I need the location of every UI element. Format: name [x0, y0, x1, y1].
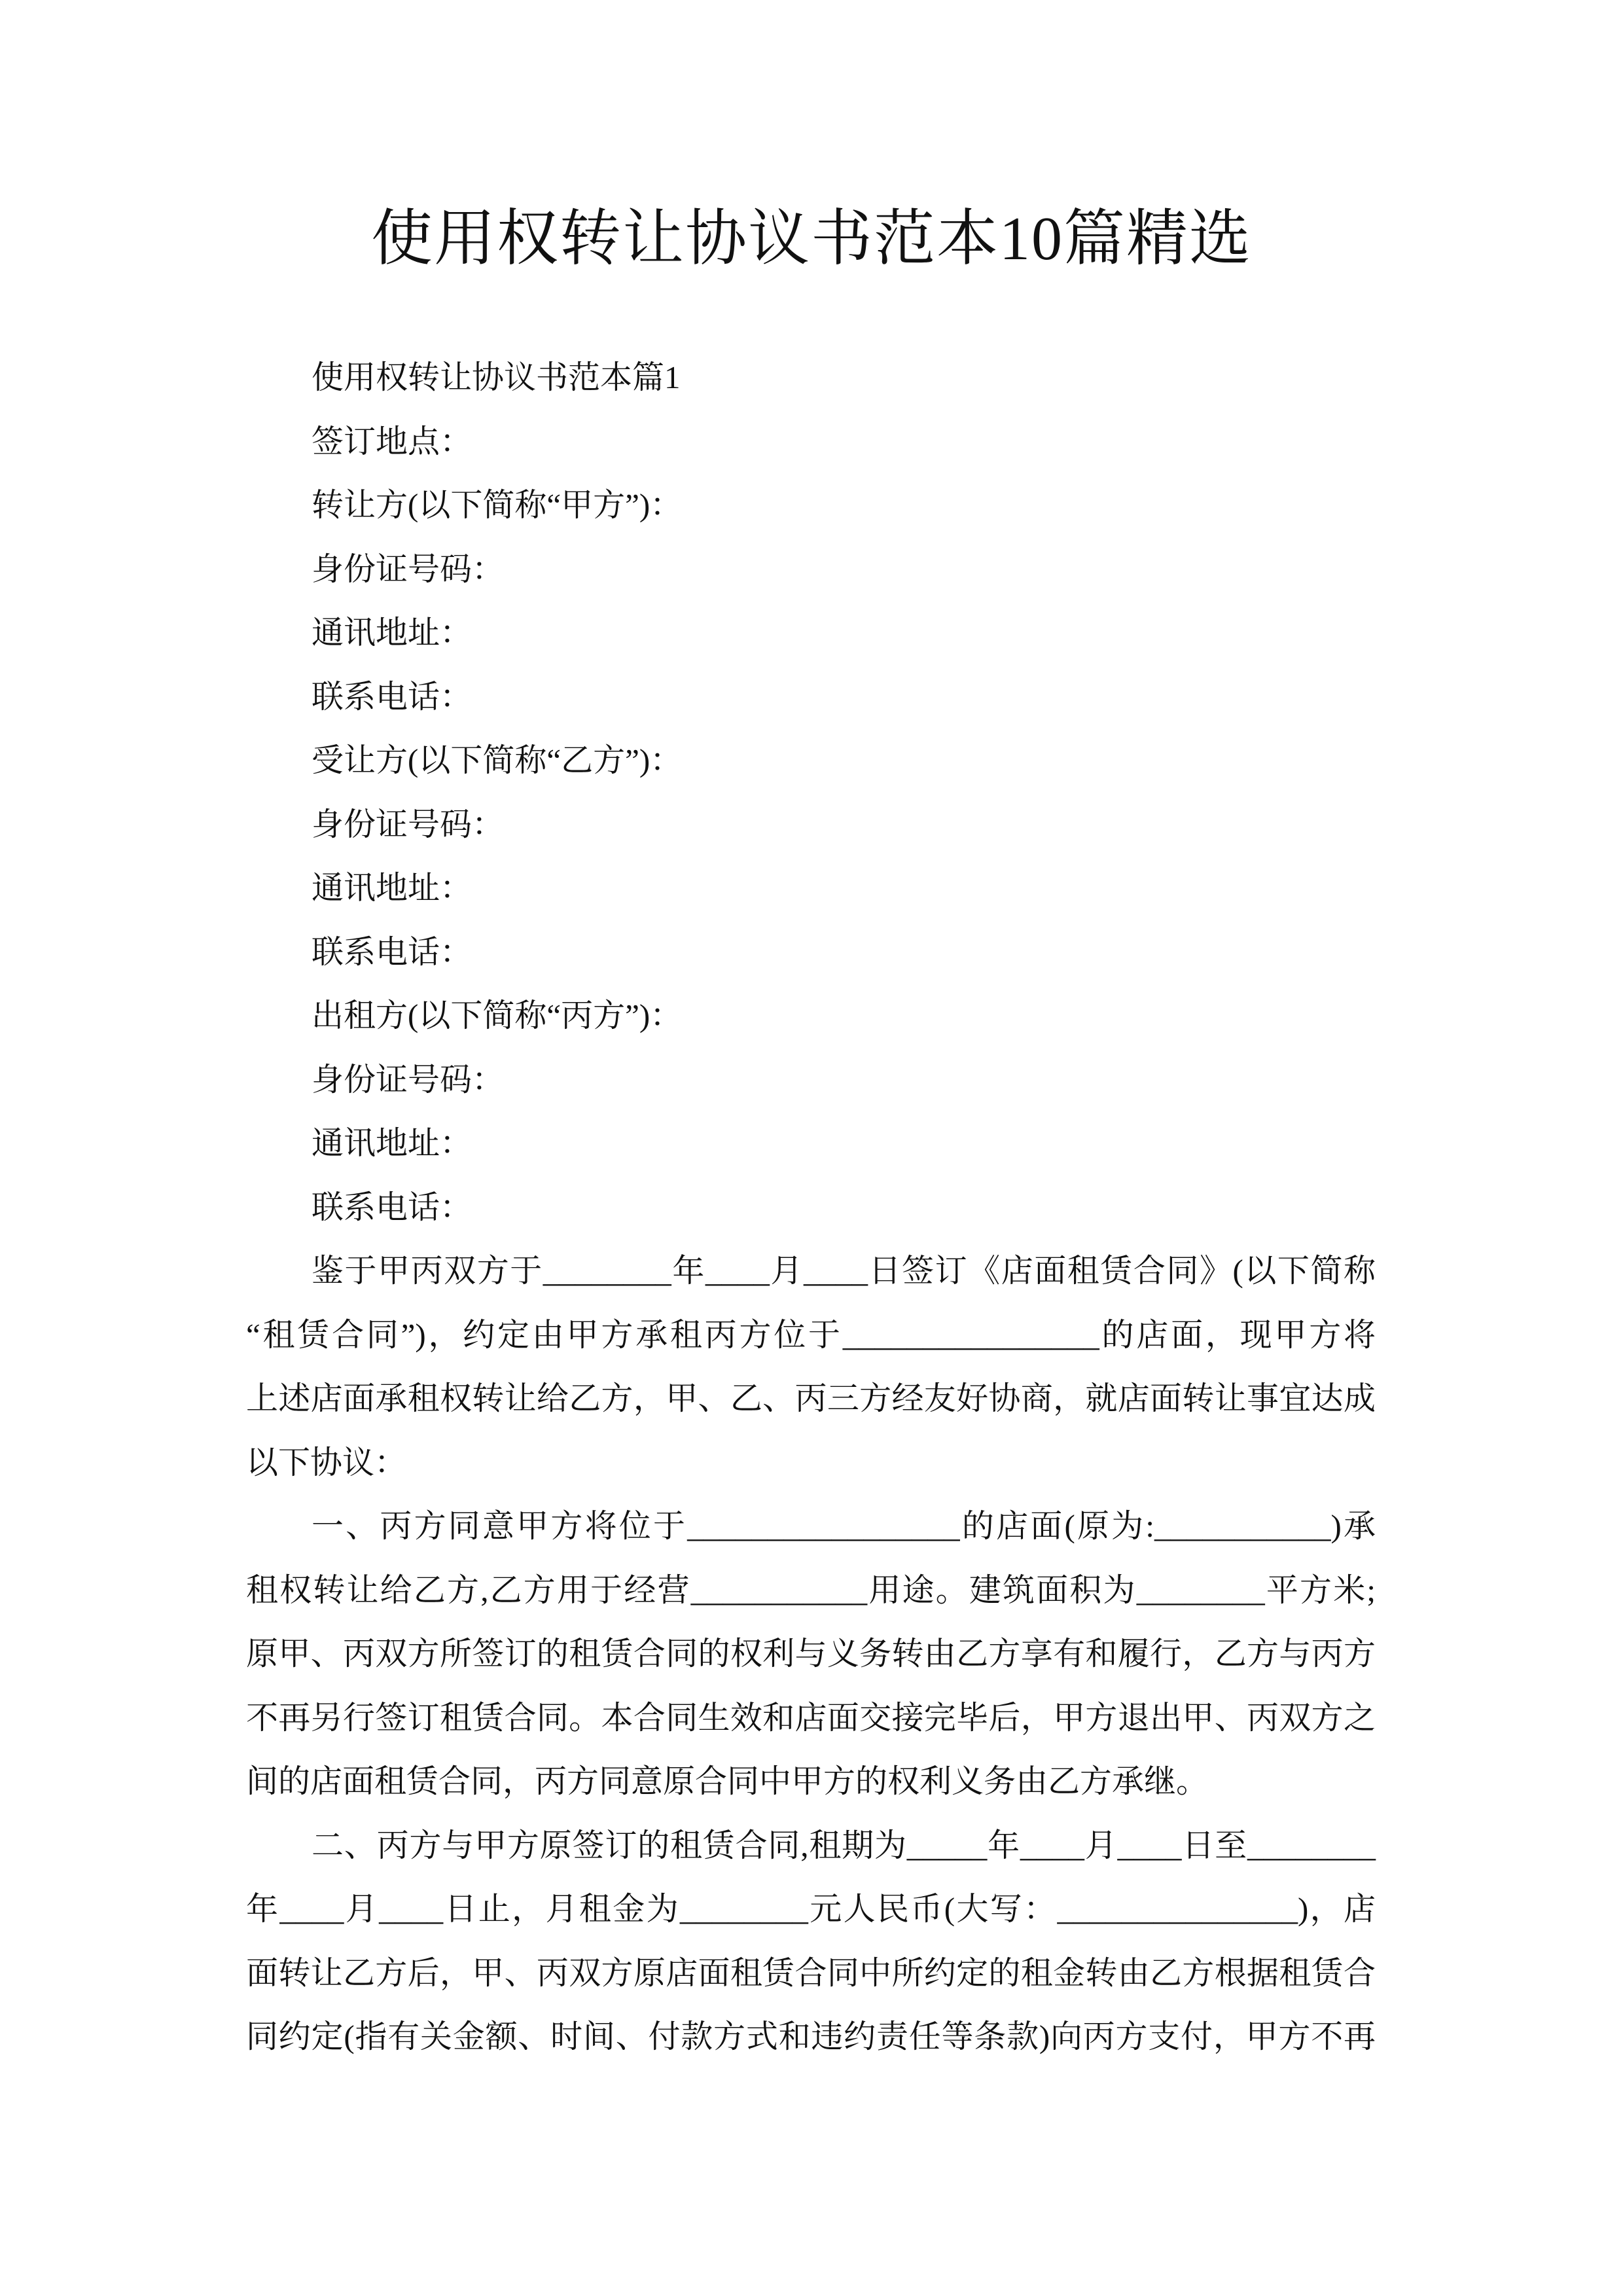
- clause2-line: 年____月____日止，月租金为________元人民币(大写：_______________)，店: [246, 1891, 1376, 1927]
- field-party-a-phone: 联系电话：: [312, 678, 473, 715]
- field-party-a: 转让方(以下简称“甲方”)：: [312, 487, 683, 523]
- clause1-line: 间的店面租赁合同，丙方同意原合同中甲方的权利义务由乙方承继。: [246, 1763, 1209, 1799]
- document-body: [246, 346, 1376, 2069]
- clause1-line: 一、丙方同意甲方将位于_________________的店面(原为:___________)承: [312, 1508, 1376, 1544]
- field-signing-place: 签订地点：: [312, 423, 473, 459]
- clause1-line: 原甲、丙双方所签订的租赁合同的权利与义务转由乙方享有和履行，乙方与丙方: [246, 1636, 1376, 1672]
- clause2-line: 二、丙方与甲方原签订的租赁合同,租期为_____年____月____日至________: [312, 1827, 1376, 1863]
- preamble-line: “租赁合同”)，约定由甲方承租丙方位于________________的店面，现甲方将: [246, 1316, 1376, 1353]
- field-party-a-id: 身份证号码：: [312, 550, 505, 587]
- field-party-a-address: 通讯地址：: [312, 615, 473, 651]
- clause2-line: 同约定(指有关金额、时间、付款方式和违约责任等条款)向丙方支付，甲方不再: [246, 2018, 1376, 2054]
- preamble-line: 上述店面承租权转让给乙方，甲、乙、丙三方经友好协商，就店面转让事宜达成: [246, 1380, 1376, 1416]
- document-title: 使用权转让协议书范本10篇精选: [370, 205, 1252, 273]
- field-party-c: 出租方(以下简称“丙方”)：: [312, 997, 683, 1033]
- field-party-c-address: 通讯地址：: [312, 1125, 473, 1161]
- clause1-line: 租权转让给乙方,乙方用于经营___________用途。建筑面积为________平方米;: [246, 1571, 1376, 1608]
- field-party-c-phone: 联系电话：: [312, 1189, 473, 1225]
- clause2-line: 面转让乙方后，甲、丙双方原店面租赁合同中所约定的租金转由乙方根据租赁合: [246, 1954, 1376, 1991]
- section-heading: 使用权转让协议书范本篇1: [312, 359, 681, 395]
- field-party-c-id: 身份证号码：: [312, 1061, 505, 1098]
- clause1-line: 不再另行签订租赁合同。本合同生效和店面交接完毕后，甲方退出甲、丙双方之: [246, 1699, 1376, 1736]
- preamble-line: 以下协议：: [246, 1444, 407, 1480]
- field-party-b-phone: 联系电话：: [312, 933, 473, 970]
- field-party-b-id: 身份证号码：: [312, 806, 505, 842]
- preamble-line: 鉴于甲丙双方于________年____月____日签订《店面租赁合同》(以下简称: [312, 1253, 1376, 1289]
- field-party-b-address: 通讯地址：: [312, 870, 473, 906]
- field-party-b: 受让方(以下简称“乙方”)：: [312, 742, 683, 778]
